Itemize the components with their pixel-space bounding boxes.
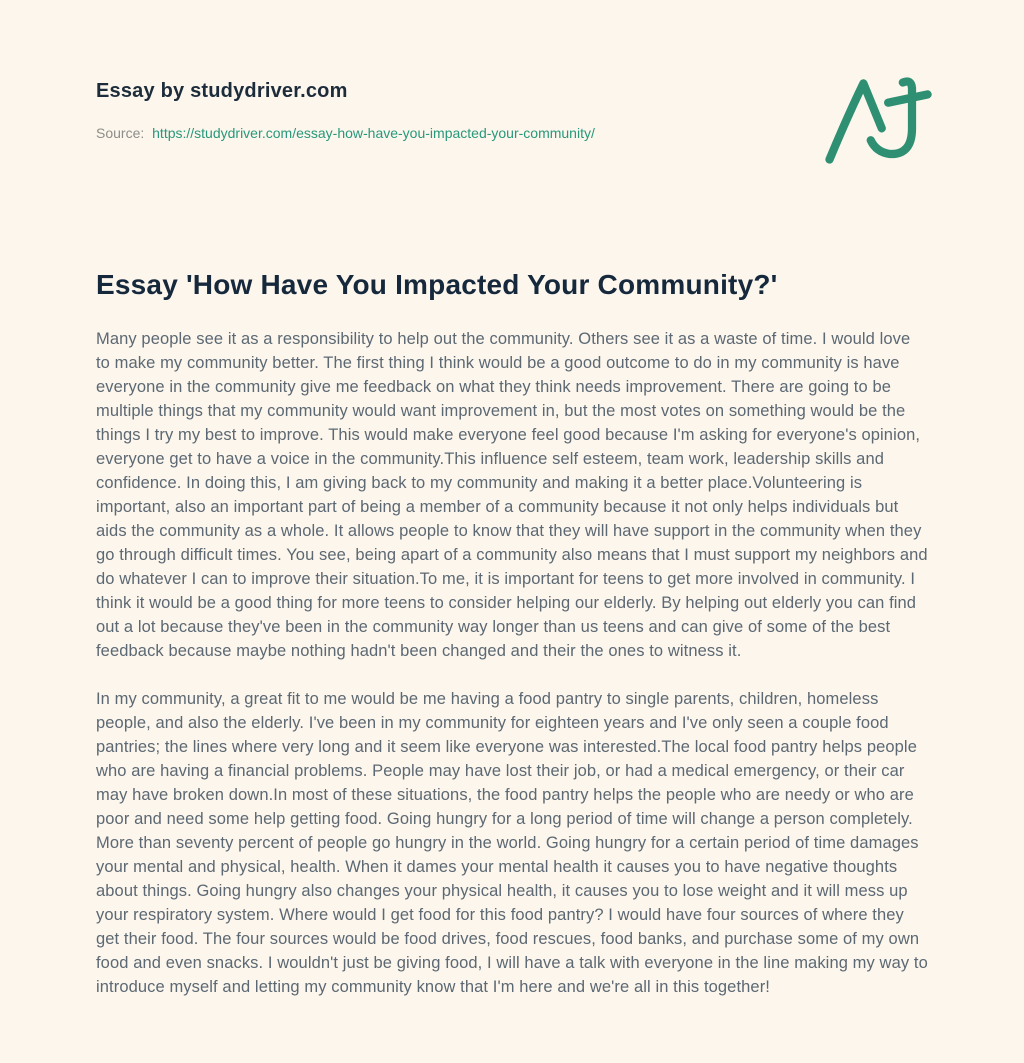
source-url-link[interactable]: https://studydriver.com/essay-how-have-you-impacted-your-community/: [152, 125, 595, 141]
studydriver-logo-icon: [824, 75, 934, 167]
essay-paragraph-1: Many people see it as a responsibility to help out the community. Others see it as a waste of time. I would love to make my community better. The first thing I think would be a good outcome to do in my community is have everyone in the community give me feedback on what they think needs improvement. There are going to be multiple things that my community would want improvement in, but the most votes on something would be the things I try my best to improve. This would make everyone feel good because I'm asking for everyone's opinion, everyone get to have a voice in the community.This influence self esteem, team work, leadership skills and confidence. In doing this, I am giving back to my community and making it a better place.Volunteering is important, also an important part of being a member of a community because it not only helps individuals but aids the community as a whole. It allows people to know that they will have support in the community when they go through difficult times. You see, being apart of a community also means that I must support my neighbors and do whatever I can to improve their situation.To me, it is important for teens to get more involved in community. I think it would be a good thing for more teens to consider helping our elderly. By helping out elderly you can find out a lot because they've been in the community way longer than us teens and can give of some of the best feedback because maybe nothing hadn't been changed and their the ones to witness it.: [96, 330, 928, 660]
article-body: [96, 327, 928, 999]
page-title: Essay 'How Have You Impacted Your Community?': [96, 269, 778, 300]
source-line: [96, 125, 595, 141]
page-header: [96, 75, 928, 167]
byline: Essay by studydriver.com: [96, 80, 348, 102]
header-text-block: [96, 75, 595, 141]
essay-paragraph-2: In my community, a great fit to me would be me having a food pantry to single parents, children, homeless people, and also the elderly. I've been in my community for eighteen years and I've only seen a couple food pantries; the lines where very long and it seem like everyone was interested.The local food pantry helps people who are having a financial problems. People may have lost their job, or had a medical emergency, or their car may have broken down.In most of these situations, the food pantry helps the people who are needy or who are poor and need some help getting food. Going hungry for a long period of time will change a person completely. More than seventy percent of people go hungry in the world. Going hungry for a certain period of time damages your mental and physical, health. When it dames your mental health it causes you to have negative thoughts about things. Going hungry also changes your physical health, it causes you to lose weight and it will mess up your respiratory system. Where would I get food for this food pantry? I would have four sources of where they get their food. The four sources would be food drives, food rescues, food banks, and purchase some of my own food and even snacks. I wouldn't just be giving food, I will have a talk with everyone in the line making my way to introduce myself and letting my community know that I'm here and we're all in this together!: [96, 690, 928, 996]
source-label: Source:: [96, 125, 145, 141]
